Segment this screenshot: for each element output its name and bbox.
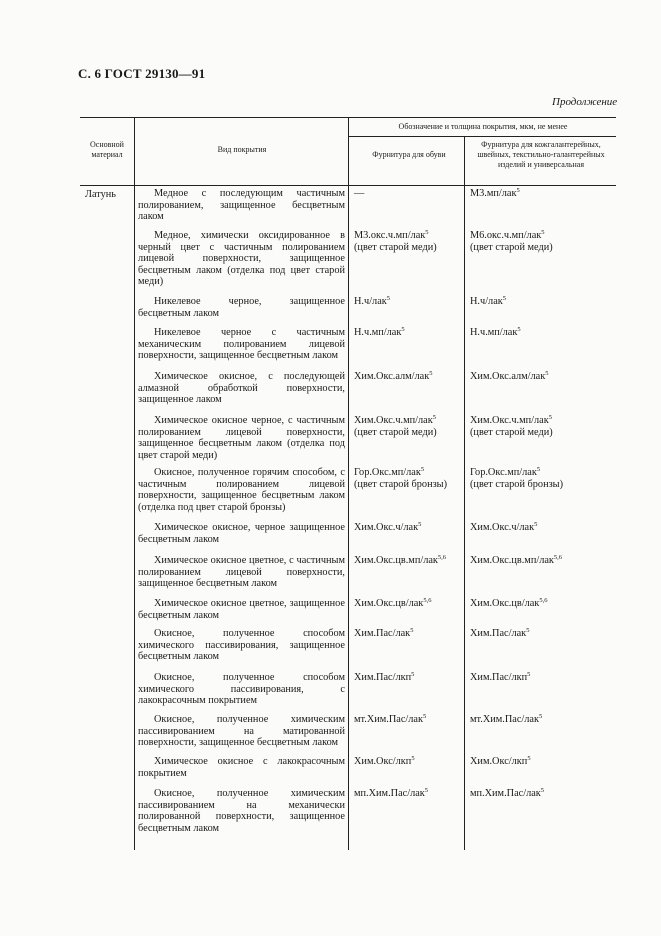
header-haberdashery: Фурнитура для кожгалантерейных, швейных, текстильно-галантерейных изделий и универсальная: [477, 140, 605, 169]
haberdashery-finish: (цвет старой бронзы): [470, 478, 563, 490]
haberdashery-code: Хим.Окс.цв.мп/лак: [470, 555, 554, 566]
column-divider-2: [348, 117, 349, 850]
haberdashery-designation: [470, 598, 615, 610]
haberdashery-footnote: 5: [527, 671, 531, 678]
coating-description: Медное, химически оксидированное в черный цвет с частичным полированием лицевой поверхности, защищенное бесцветным лаком (отделка под цвет старой меди): [138, 230, 345, 288]
haberdashery-finish: (цвет старой меди): [470, 426, 553, 438]
footwear-designation: [354, 672, 466, 684]
haberdashery-code: Хим.Окс.ч/лак: [470, 522, 535, 533]
haberdashery-designation: [470, 756, 615, 768]
footwear-footnote: 5: [410, 627, 414, 634]
footwear-code: Н.ч/лак: [354, 296, 387, 307]
haberdashery-designation: [470, 230, 615, 253]
coating-description: Химическое окисное с лакокрасочным покрытием: [138, 756, 345, 779]
footwear-finish: (цвет старой бронзы): [354, 478, 447, 490]
haberdashery-footnote: 5: [517, 326, 521, 333]
footwear-code: Хим.Окс.алм/лак: [354, 371, 430, 382]
haberdashery-designation: [470, 522, 615, 534]
footwear-footnote: 5,6: [423, 597, 432, 604]
footwear-footnote: 5: [423, 713, 427, 720]
coating-description: Окисное, полученное химическим пассивированием на механически полированной поверхности, защищенное бесцветным лаком: [138, 788, 345, 834]
footwear-finish: (цвет старой меди): [354, 241, 437, 253]
haberdashery-code: Гор.Окс.мп/лак: [470, 467, 537, 478]
haberdashery-footnote: 5: [541, 229, 545, 236]
footwear-designation: [354, 327, 466, 339]
haberdashery-footnote: 5: [540, 787, 545, 794]
header-coating-type: Вид покрытия: [217, 145, 267, 154]
haberdashery-code: М6.окс.ч.мп/лак: [470, 230, 542, 241]
haberdashery-designation: [470, 628, 615, 640]
footwear-finish: (цвет старой меди): [354, 426, 437, 438]
haberdashery-footnote: 5: [536, 466, 541, 473]
haberdashery-finish: (цвет старой меди): [470, 241, 553, 253]
haberdashery-designation: [470, 467, 615, 490]
haberdashery-footnote: 5: [526, 627, 530, 634]
haberdashery-footnote: 5: [548, 414, 552, 421]
footwear-designation: [354, 756, 466, 768]
footwear-code: Хим.Окс.ч.мп/лак: [354, 415, 433, 426]
footwear-code: Хим.Пас/лкп: [354, 672, 412, 683]
footwear-designation: [354, 714, 466, 726]
footwear-code: мт.Хим.Пас/лак: [354, 714, 424, 725]
haberdashery-code: Н.ч/лак: [470, 296, 503, 307]
haberdashery-footnote: 5: [502, 295, 507, 302]
footwear-designation: [354, 522, 466, 534]
footwear-designation: [354, 555, 466, 567]
haberdashery-footnote: 5: [516, 187, 520, 194]
footwear-footnote: 5: [420, 466, 425, 473]
footwear-code: Хим.Окс.цв/лак: [354, 598, 424, 609]
footwear-footnote: 5: [424, 787, 429, 794]
footwear-footnote: 5: [425, 229, 429, 236]
footwear-designation: [354, 188, 466, 200]
footwear-footnote: 5: [401, 326, 405, 333]
footwear-designation: [354, 598, 466, 610]
header-footwear: Фурнитура для обуви: [372, 150, 446, 159]
haberdashery-code: Хим.Окс/лкп: [470, 756, 528, 767]
haberdashery-designation: [470, 714, 615, 726]
footwear-code: Хим.Окс/лкп: [354, 756, 412, 767]
footwear-code: М3.окс.ч.мп/лак: [354, 230, 426, 241]
continued-label: Продолжение: [552, 96, 618, 108]
header-base-material: Основной материал: [90, 140, 124, 159]
footwear-designation: [354, 788, 466, 800]
haberdashery-code: Хим.Окс.цв/лак: [470, 598, 540, 609]
coating-description: Химическое окисное, черное защищенное бесцветным лаком: [138, 522, 345, 545]
header-designation-group: Обозначение и толщина покрытия, мкм, не менее: [398, 122, 568, 131]
footwear-footnote: 5: [418, 521, 422, 528]
haberdashery-designation: [470, 371, 615, 383]
coating-description: Окисное, полученное способом химического пассивирования, с лакокрасочным покрытием: [138, 672, 345, 707]
haberdashery-designation: [470, 788, 615, 800]
footwear-footnote: 5,6: [437, 554, 447, 561]
footwear-footnote: 5: [411, 755, 415, 762]
coating-description: Химическое окисное цветное, с частичным полированием лицевой поверхности, защищенное бесцветным лаком: [138, 555, 345, 590]
haberdashery-designation: [470, 296, 615, 308]
coating-description: Никелевое черное с частичным механическим полированием лицевой поверхности, защищенное бесцветным лаком: [138, 327, 345, 362]
footwear-designation: [354, 415, 466, 438]
footwear-designation: [354, 371, 466, 383]
haberdashery-designation: [470, 555, 615, 567]
footwear-code: Хим.Пас/лак: [354, 628, 411, 639]
footwear-designation: [354, 296, 466, 308]
haberdashery-footnote: 5: [527, 755, 531, 762]
footwear-designation: [354, 230, 466, 253]
haberdashery-footnote: 5: [545, 370, 549, 377]
coating-description: Окисное, полученное химическим пассивированием на матированной поверхности, защищенное бесцветным лаком: [138, 714, 345, 749]
footwear-code: Н.ч.мп/лак: [354, 327, 402, 338]
footwear-footnote: 5: [386, 295, 391, 302]
haberdashery-footnote: 5,6: [553, 554, 563, 561]
footwear-footnote: 5: [411, 671, 415, 678]
haberdashery-code: Н.ч.мп/лак: [470, 327, 518, 338]
haberdashery-code: Хим.Пас/лкп: [470, 672, 528, 683]
footwear-code: Хим.Окс.ч/лак: [354, 522, 419, 533]
coating-description: Окисное, полученное способом химического пассивирования, защищенное бесцветным лаком: [138, 628, 345, 663]
haberdashery-designation: [470, 415, 615, 438]
coating-description: Окисное, полученное горячим способом, с частичным полированием лицевой поверхности, защищенное бесцветным лаком (отделка под цвет старой бронзы): [138, 467, 345, 513]
haberdashery-code: Хим.Окс.алм/лак: [470, 371, 546, 382]
footwear-code: —: [354, 188, 365, 199]
column-divider-1: [134, 117, 135, 850]
haberdashery-code: Хим.Окс.ч.мп/лак: [470, 415, 549, 426]
haberdashery-footnote: 5,6: [539, 597, 548, 604]
coating-description: Никелевое черное, защищенное бесцветным лаком: [138, 296, 345, 319]
footwear-code: Хим.Окс.цв.мп/лак: [354, 555, 438, 566]
footwear-designation: [354, 628, 466, 640]
coating-description: Медное с последующим частичным полированием, защищенное бесцветным лаком: [138, 188, 345, 223]
haberdashery-footnote: 5: [534, 521, 538, 528]
page-header: С. 6 ГОСТ 29130—91: [78, 66, 206, 81]
coating-description: Химическое окисное, с последующей алмазной обработкой поверхности, защищенное лаком: [138, 371, 345, 406]
base-material-value: Латунь: [85, 189, 117, 200]
haberdashery-code: Хим.Пас/лак: [470, 628, 527, 639]
footwear-designation: [354, 467, 466, 490]
coating-description: Химическое окисное цветное, защищенное бесцветным лаком: [138, 598, 345, 621]
subheader-rule: [348, 136, 616, 137]
haberdashery-designation: [470, 672, 615, 684]
haberdashery-designation: [470, 188, 615, 200]
haberdashery-footnote: 5: [539, 713, 543, 720]
footwear-code: Гор.Окс.мп/лак: [354, 467, 421, 478]
haberdashery-code: М3.мп/лак: [470, 188, 517, 199]
haberdashery-code: мп.Хим.Пас/лак: [470, 788, 541, 799]
footwear-footnote: 5: [429, 370, 433, 377]
haberdashery-designation: [470, 327, 615, 339]
footwear-footnote: 5: [432, 414, 436, 421]
haberdashery-code: мт.Хим.Пас/лак: [470, 714, 540, 725]
footwear-code: мп.Хим.Пас/лак: [354, 788, 425, 799]
coating-description: Химическое окисное черное, с частичным полированием лицевой поверхности, защищенное бесцветным лаком (отделка под цвет старой меди): [138, 415, 345, 461]
